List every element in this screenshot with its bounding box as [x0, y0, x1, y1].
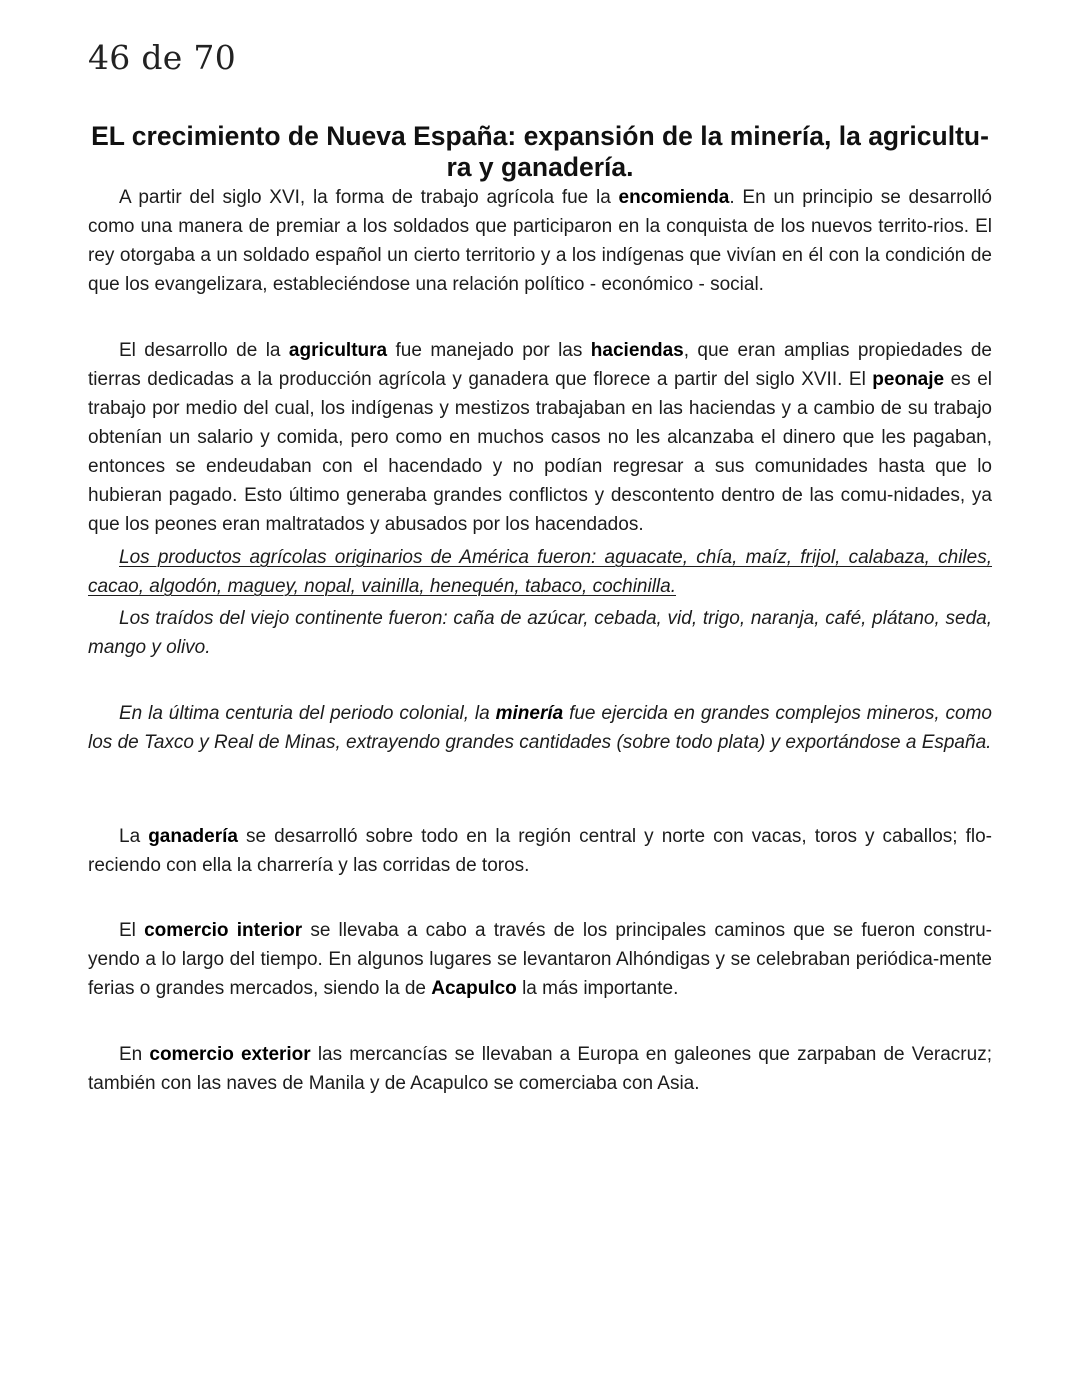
- text-run: En la última centuria del periodo colonial, la: [119, 703, 496, 724]
- text-run: La: [119, 826, 149, 847]
- text-run: es el trabajo por medio del cual, los indígenas y mestizos trabajaban en las haciendas y a cambio de su trabajo obtenían un salario y comida, pero como en muchos casos no les alcanzaba el dinero que les pagaban, entonces se endeudaban con el hacendado y no podían regresar a sus comunidades hasta que lo hubieran pagado. Esto último generaba grandes conflictos y descontento dentro de las comu-nidades, ya que los peones eran maltratados y abusados por los hacendados.: [88, 369, 992, 535]
- paragraph-agricultura: [88, 336, 992, 539]
- text-run: . En un principio se desarrolló como una manera de premiar a los soldados que participaron en la conquista de los nuevos territo-rios. El rey otorgaba a un soldado español un cierto territorio y a los indígenas que vivían en él con la condición de que los evangelizara, estableciéndose una relación político - económico - social.: [88, 187, 992, 295]
- bold-term-haciendas: haciendas: [590, 340, 684, 361]
- paragraph-encomienda: [88, 183, 992, 299]
- bold-term-comercio-interior: comercio interior: [144, 920, 303, 941]
- page-title: EL crecimiento de Nueva España: expansión de la minería, la agricultu-ra y ganadería.: [91, 121, 989, 182]
- text-run: fue manejado por las: [387, 340, 591, 361]
- bold-term-agricultura: agricultura: [288, 340, 388, 361]
- page-number: 46 de 70: [88, 38, 237, 77]
- paragraph-comercio-interior: [88, 916, 992, 1003]
- text-run: fue ejercida en grandes complejos mineros, como los de Taxco y Real de Minas, extrayendo grandes cantidades (sobre todo plata) y exportándose a España.: [88, 703, 992, 753]
- bold-term-mineria: minería: [495, 703, 564, 724]
- bold-term-comercio-exterior: comercio exterior: [149, 1044, 311, 1065]
- text-run: El: [119, 920, 145, 941]
- text-run: A partir del siglo XVI, la forma de trabajo agrícola fue la: [119, 187, 619, 208]
- paragraph-ganaderia: [88, 822, 992, 880]
- text-run: las mercancías se llevaban a Europa en galeones que zarpaban de Veracruz; también con las naves de Manila y de Acapulco se comerciaba con Asia.: [88, 1044, 992, 1094]
- text-run: se desarrolló sobre todo en la región central y norte con vacas, toros y caballos; flo-reciendo con ella la charrería y las corridas de toros.: [88, 826, 992, 876]
- text-run: El desarrollo de la: [119, 340, 289, 361]
- paragraph-productos-america: Los productos agrícolas originarios de América fueron: aguacate, chía, maíz, frijol, calabaza, chiles, cacao, algodón, maguey, nopal, vainilla, henequén, tabaco, cochinilla.: [88, 547, 992, 597]
- bold-term-ganaderia: ganadería: [148, 826, 238, 847]
- text-run: En: [119, 1044, 150, 1065]
- bold-term-peonaje: peonaje: [872, 369, 945, 390]
- bold-term-encomienda: encomienda: [618, 187, 730, 208]
- paragraph-mineria: [88, 699, 992, 757]
- paragraph-comercio-exterior: [88, 1040, 992, 1098]
- bold-term-acapulco: Acapulco: [431, 978, 517, 999]
- text-run: la más importante.: [516, 978, 679, 999]
- paragraph-productos-viejo-continente: Los traídos del viejo continente fueron: caña de azúcar, cebada, vid, trigo, naranja, café, plátano, seda, mango y olivo.: [88, 608, 992, 658]
- text-run: , que eran amplias propiedades de tierras dedicadas a la producción agrícola y ganadera que florece a partir del siglo XVII. El: [88, 340, 992, 390]
- text-run: se llevaba a cabo a través de los principales caminos que se fueron constru-yendo a lo largo del tiempo. En algunos lugares se levantaron Alhóndigas y se celebraban periódica-mente ferias o grandes mercados, siendo la de: [88, 920, 992, 999]
